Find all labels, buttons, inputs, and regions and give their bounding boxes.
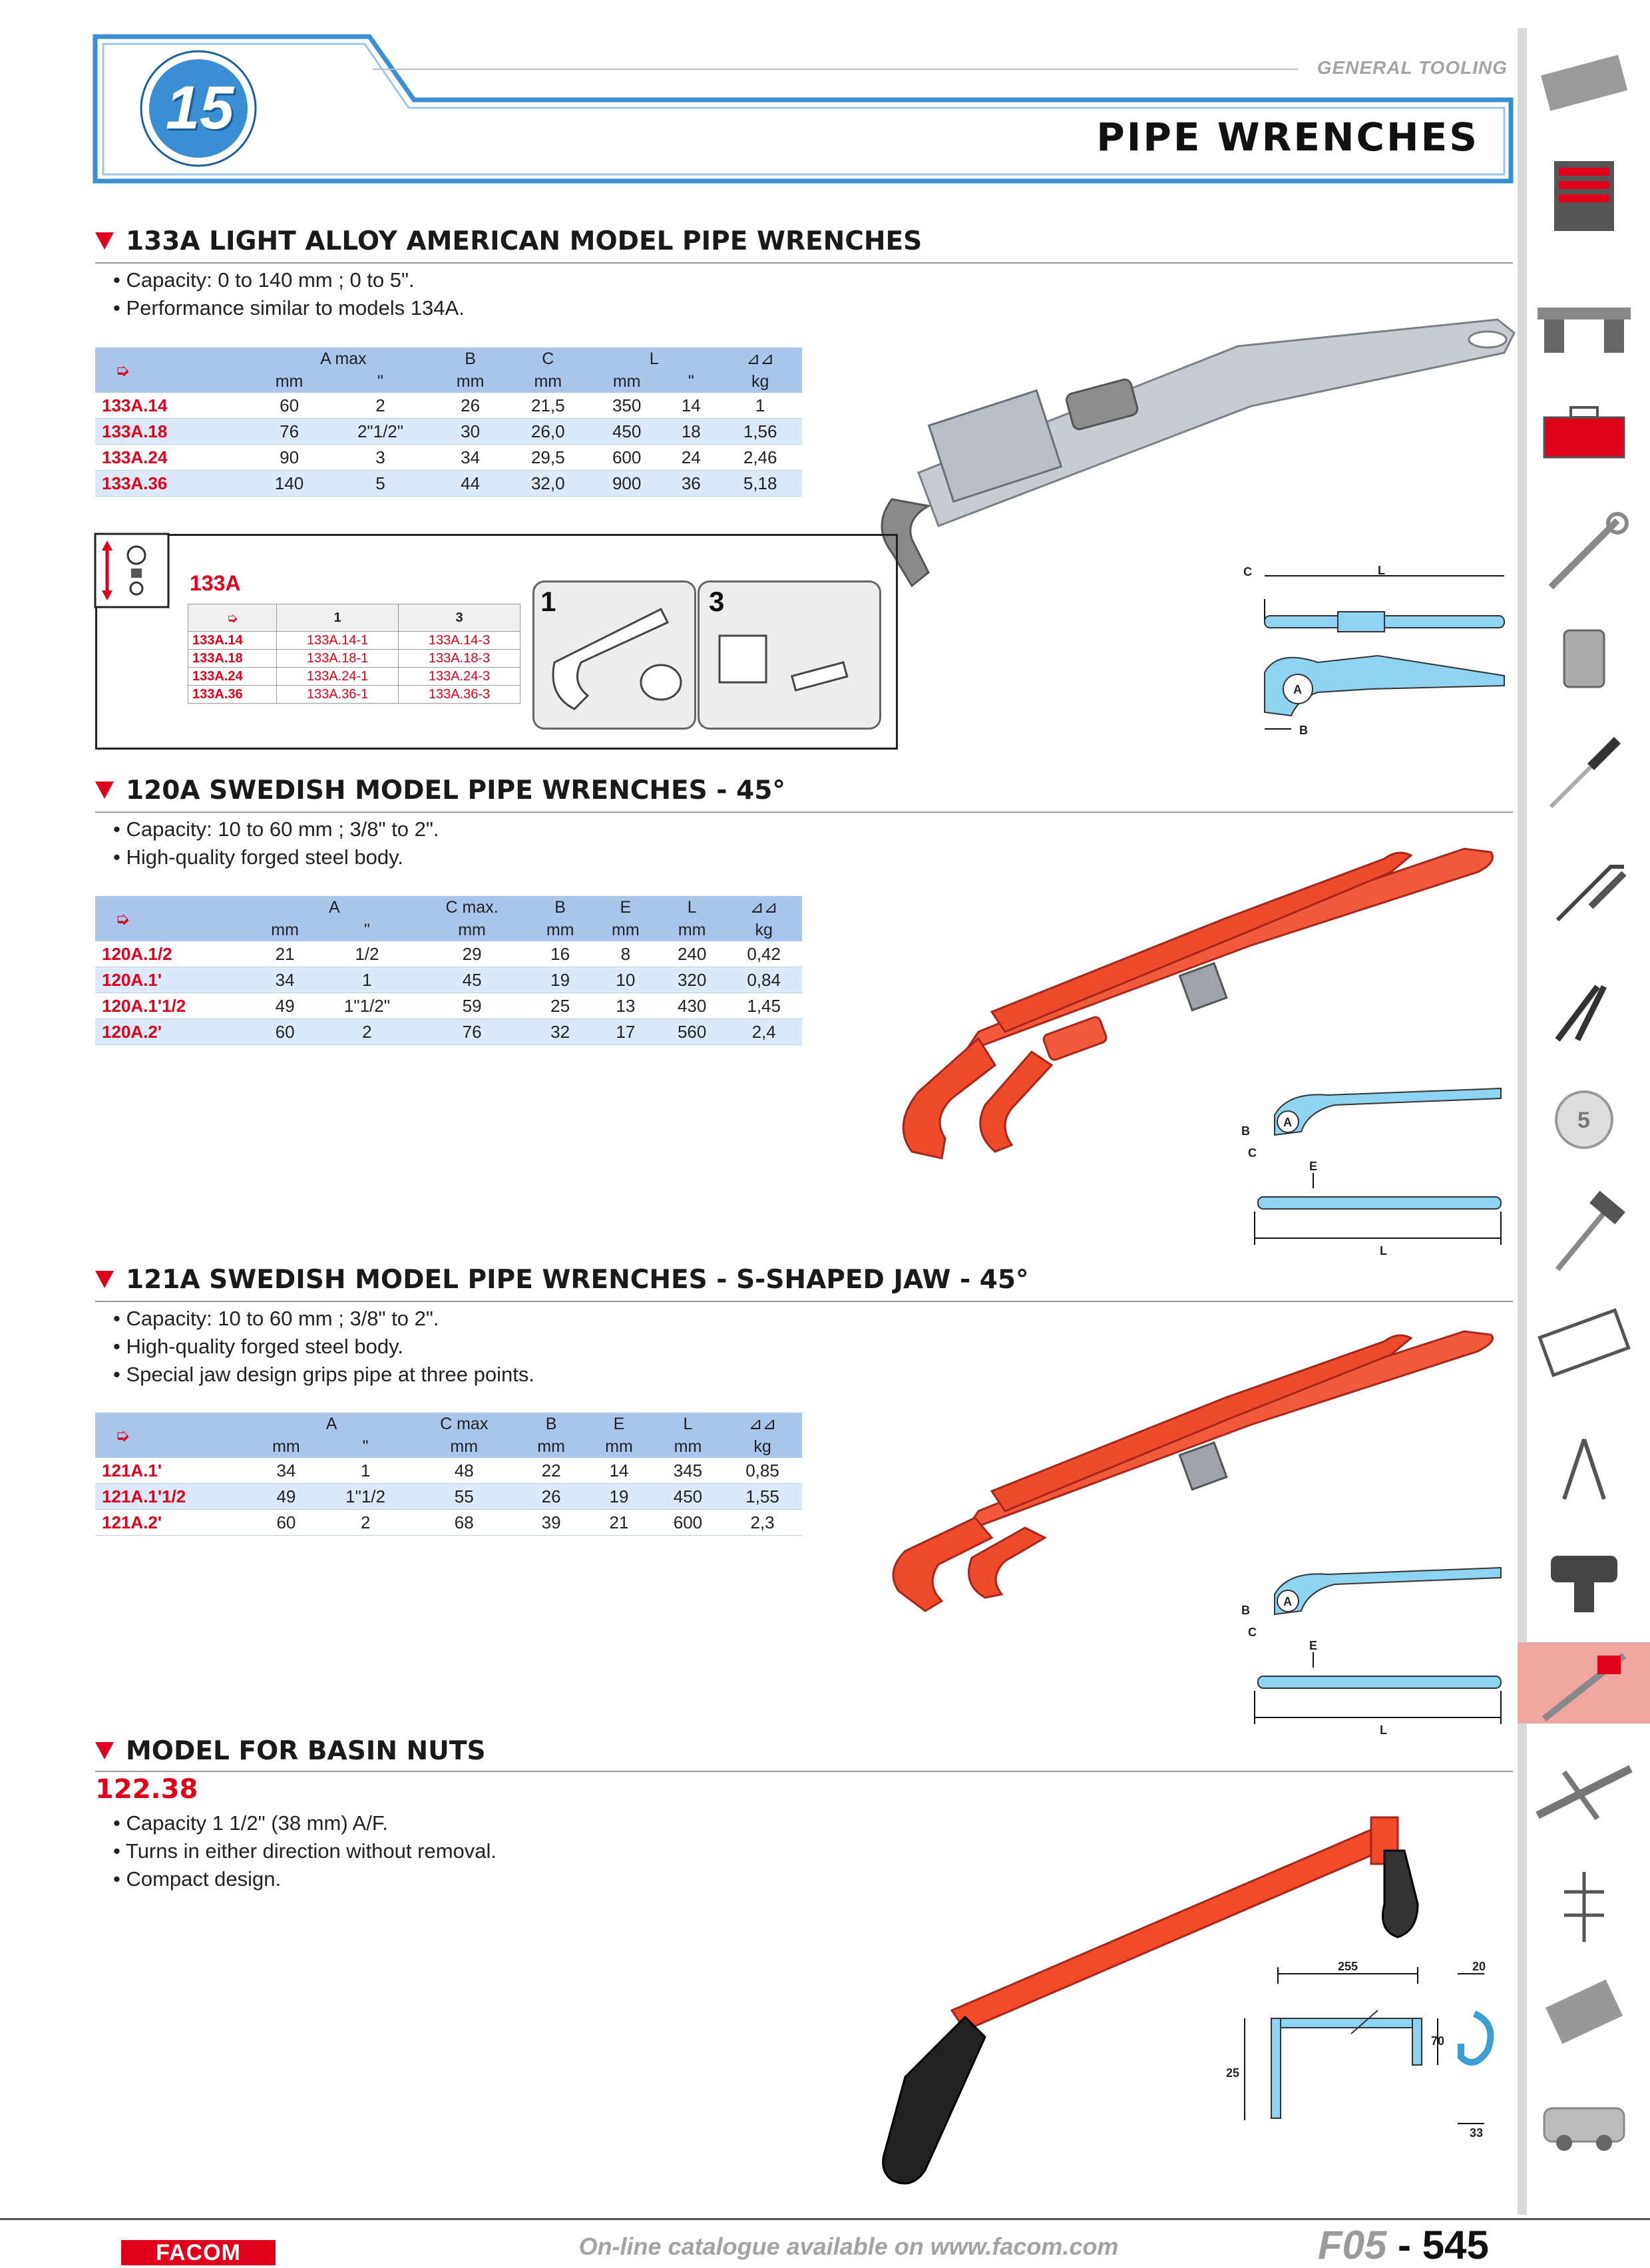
bullet-item: • Capacity: 10 to 60 mm ; 3/8" to 2". <box>113 1305 534 1333</box>
sidebar-hex-key-icon[interactable] <box>1518 847 1650 928</box>
table-row: 120A.1'1/2 49 1"1/2" 59 25 13 430 1,45 <box>95 993 802 1019</box>
sidebar-tool-box-icon[interactable] <box>1518 391 1650 472</box>
footer-url-text: On-line catalogue available on www.facom.com <box>578 2233 1119 2260</box>
dimension-diagram-121a <box>1235 1558 1514 1737</box>
table-row: 121A.1' 34 1 48 22 14 345 0,85 <box>95 1458 802 1484</box>
bullet-item: • Compact design. <box>113 1865 497 1893</box>
sidebar-electrical-icon[interactable] <box>1518 1865 1650 1946</box>
weight-icon: ⊿⊿ <box>718 347 802 370</box>
svg-text:33: 33 <box>1470 2126 1484 2140</box>
triangle-bullet-icon <box>95 782 114 799</box>
sidebar-impact-wrench-icon[interactable] <box>1518 1536 1650 1617</box>
page-number: F05 - 545 <box>1318 2223 1489 2267</box>
bullet-item: • High-quality forged steel body. <box>113 843 439 871</box>
table-row: 133A.14 133A.14-1 133A.14-3 <box>188 632 520 650</box>
bullets-120a <box>113 815 439 871</box>
bullet-item: • Capacity 1 1/2" (38 mm) A/F. <box>113 1809 497 1837</box>
table-row: 120A.1/2 21 1/2 29 16 8 240 0,42 <box>95 941 802 967</box>
section-rule <box>95 1301 1513 1302</box>
svg-text:A: A <box>1283 1595 1292 1608</box>
sidebar-hammer-icon[interactable] <box>1518 1193 1650 1274</box>
section-title-basin: MODEL FOR BASIN NUTS <box>95 1736 486 1766</box>
triangle-bullet-icon <box>95 232 114 250</box>
svg-text:B: B <box>1241 1124 1250 1138</box>
category-label: GENERAL TOOLING <box>1317 57 1508 78</box>
sidebar-hacksaw-icon[interactable] <box>1518 1303 1650 1384</box>
sidebar-automotive-icon[interactable] <box>1518 2082 1650 2163</box>
svg-text:25: 25 <box>1226 2066 1240 2080</box>
svg-text:70: 70 <box>1431 2034 1445 2048</box>
table-row: 133A.18 76 2"1/2" 30 26,0 450 18 1,56 <box>95 419 802 445</box>
sidebar-screwdriver-icon[interactable] <box>1518 734 1650 815</box>
svg-text:B: B <box>1299 724 1308 737</box>
spare-spring-image <box>700 582 879 728</box>
bullet-item: • Turns in either direction without removal. <box>113 1837 497 1865</box>
sidebar-electronics-icon[interactable] <box>1518 1972 1650 2053</box>
bullets-121a <box>113 1305 534 1389</box>
section-rule <box>95 1771 1513 1772</box>
basin-ref: 122.38 <box>95 1774 198 1805</box>
chapter-number: 15 <box>165 74 234 142</box>
page-title: PIPE WRENCHES <box>1096 114 1479 160</box>
svg-text:L: L <box>1378 564 1385 577</box>
table-row: 120A.1' 34 1 45 19 10 320 0,84 <box>95 967 802 993</box>
sidebar-pipe-wrench-icon[interactable] <box>1518 1642 1650 1723</box>
svg-text:255: 255 <box>1338 1960 1358 1973</box>
sidebar-tape-measure-icon[interactable] <box>1518 1080 1650 1161</box>
table-row: 133A.24 90 3 34 29,5 600 24 2,46 <box>95 445 802 471</box>
section-title-121a: 121A SWEDISH MODEL PIPE WRENCHES - S-SHAPED JAW - 45° <box>95 1265 1029 1295</box>
spec-table-133a: ➭ A max B C L ⊿⊿ mm " mm mm mm " kg 133A.14 60 2 26 21,5 350 14 1 133A.18 76 2"1/2" 30 26,0 450 18 1,56 133A.24 90 3 34 29,5 600 24 2,46 133A.36 140 5 44 32,0 900 36 5,18 <box>95 347 802 497</box>
table-row: 120A.2' 60 2 76 32 17 560 2,4 <box>95 1019 802 1045</box>
dimension-diagram-133a <box>1238 563 1518 742</box>
facom-ref-icon: ➭ <box>95 1413 252 1458</box>
facom-ref-icon: ➭ <box>188 604 277 632</box>
bullets-133a <box>113 266 465 322</box>
spare-part-3-panel <box>698 580 881 730</box>
footer-rule <box>0 2218 1650 2220</box>
svg-text:C: C <box>1248 1146 1257 1160</box>
section-rule <box>95 811 1513 813</box>
bullet-item: • Capacity: 0 to 140 mm ; 0 to 5". <box>113 266 465 294</box>
svg-text:A: A <box>1293 683 1302 696</box>
sidebar-roller-cabinet-icon[interactable] <box>1518 154 1650 236</box>
svg-text:C: C <box>1243 565 1252 578</box>
spare-part-3-number: 3 <box>709 586 725 617</box>
table-row: 133A.24 133A.24-1 133A.24-3 <box>188 668 520 686</box>
sidebar-pliers-icon[interactable] <box>1518 967 1650 1048</box>
weight-icon: ⊿⊿ <box>723 1413 802 1435</box>
svg-text:A: A <box>1283 1116 1292 1129</box>
sidebar-puller-icon[interactable] <box>1518 1426 1650 1507</box>
svg-text:5: 5 <box>1577 1108 1590 1133</box>
spec-table-120a: ➭ A C max. B E L ⊿⊿ mm " mm mm mm mm kg 120A.1/2 21 1/2 29 16 8 240 0,42 120A.1' 34 1 45 19 10 320 0,84 120A.1'1/2 49 1"1/2" 59 25 13 430 1,45 120A.2' 60 2 76 32 17 560 2,4 <box>95 896 802 1045</box>
sidebar-socket-icon[interactable] <box>1518 617 1650 698</box>
svg-text:E: E <box>1309 1160 1318 1173</box>
dimension-diagram-basin <box>1226 1957 1511 2144</box>
spare-parts-table: ➭ 1 3 133A.14 133A.14-1 133A.14-3 133A.18 133A.18-1 133A.18-3 133A.24 133A.24-1 133A.24-3 133A.36 133A.36-1 133A.36-3 <box>188 604 520 704</box>
sidebar-spanner-icon[interactable] <box>1518 514 1650 595</box>
spec-table-121a: ➭ A C max B E L ⊿⊿ mm " mm mm mm mm kg 121A.1' 34 1 48 22 14 345 0,85 121A.1'1/2 49 1"1/2 55 26 19 450 1,55 121A.2' 60 2 68 39 21 600 2,3 <box>95 1413 802 1536</box>
bullet-item: • High-quality forged steel body. <box>113 1333 534 1361</box>
svg-text:L: L <box>1380 1244 1387 1257</box>
table-row: 121A.1'1/2 49 1"1/2 55 26 19 450 1,55 <box>95 1484 802 1510</box>
chapter-sidebar <box>1518 28 1650 2215</box>
weight-icon: ⊿⊿ <box>725 896 802 919</box>
section-title-133a: 133A LIGHT ALLOY AMERICAN MODEL PIPE WRENCHES <box>95 226 922 256</box>
dimension-diagram-120a <box>1235 1078 1514 1258</box>
spare-part-1-number: 1 <box>540 586 556 617</box>
svg-text:C: C <box>1248 1626 1257 1639</box>
table-row: 133A.18 133A.18-1 133A.18-3 <box>188 650 520 668</box>
svg-text:20: 20 <box>1472 1960 1486 1973</box>
spare-jaw-image <box>534 582 694 728</box>
facom-logo: FACOM <box>121 2240 276 2265</box>
section-rule <box>95 262 1513 264</box>
bullet-item: • Special jaw design grips pipe at three points. <box>113 1361 534 1389</box>
bullet-item: • Capacity: 10 to 60 mm ; 3/8" to 2". <box>113 815 439 843</box>
sidebar-workbench-icon[interactable] <box>1518 281 1650 362</box>
svg-text:L: L <box>1380 1723 1387 1737</box>
sidebar-aircraft-icon[interactable] <box>1518 1752 1650 1833</box>
table-row: 133A.14 60 2 26 21,5 350 14 1 <box>95 393 802 419</box>
spare-parts-icon <box>95 534 168 607</box>
sidebar-toolbox-icon[interactable] <box>1518 41 1650 122</box>
triangle-bullet-icon <box>95 1742 114 1759</box>
triangle-bullet-icon <box>95 1271 114 1288</box>
table-row: 133A.36 140 5 44 32,0 900 36 5,18 <box>95 471 802 497</box>
table-row: 121A.2' 60 2 68 39 21 600 2,3 <box>95 1510 802 1536</box>
svg-text:B: B <box>1241 1604 1250 1617</box>
section-title-120a: 120A SWEDISH MODEL PIPE WRENCHES - 45° <box>95 776 785 805</box>
bullets-basin <box>113 1809 497 1893</box>
table-row: 133A.36 133A.36-1 133A.36-3 <box>188 686 520 704</box>
svg-text:E: E <box>1309 1639 1318 1652</box>
facom-ref-icon: ➭ <box>95 896 252 941</box>
bullet-item: • Performance similar to models 134A. <box>113 294 465 322</box>
spare-parts-title: 133A <box>190 571 241 595</box>
facom-ref-icon: ➭ <box>95 347 252 393</box>
spare-part-1-panel <box>532 580 696 730</box>
